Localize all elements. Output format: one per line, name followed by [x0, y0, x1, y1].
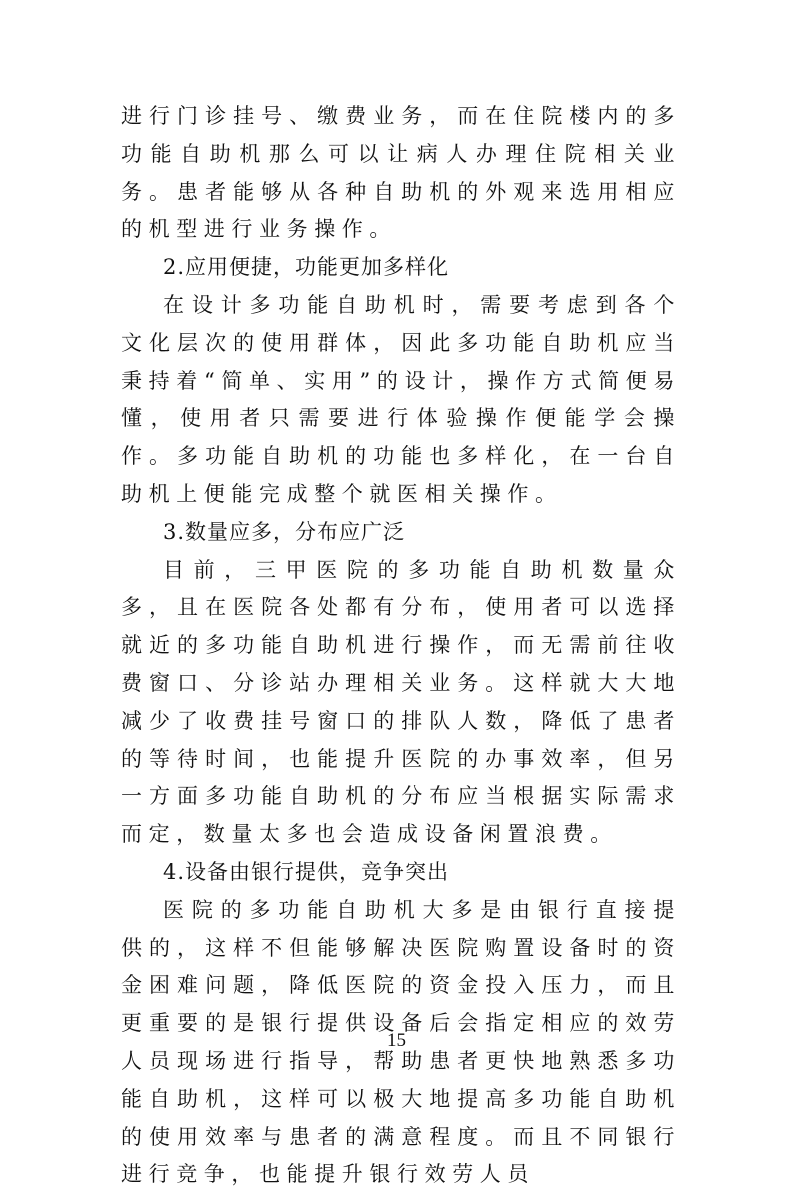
section-heading-2: 2.应用便捷，功能更加多样化	[163, 255, 450, 280]
paragraph-distribution: 目前，三甲医院的多功能自助机数量众多，且在医院各处都有分布，使用者可以选择就近的多功能自助机进行操作，而无需前往收费窗口、分诊站办理相关业务。这样就大大地减少了收费挂号窗口的排队人数，降低了患者的等待时间，也能提升医院的办事效率，但另一方面多功能自助机的分布应当根据实际需求而定，数量太多也会造成设备闲置浪费。	[121, 557, 681, 847]
page-number: 15	[387, 1030, 406, 1051]
section-heading-3: 3.数量应多，分布应广泛	[163, 519, 406, 544]
section-heading-4: 4.设备由银行提供，竞争突出	[163, 859, 450, 884]
paragraph-design-usability: 在设计多功能自助机时，需要考虑到各个文化层次的使用群体，因此多功能自助机应当秉持着“简单、实用”的设计，操作方式简便易懂，使用者只需要进行体验操作便能学会操作。多功能自助机的功能也多样化，在一台自助机上便能完成整个就医相关操作。	[121, 292, 681, 506]
paragraph-continuation: 进行门诊挂号、缴费业务，而在住院楼内的多功能自助机那么可以让病人办理住院相关业务。患者能够从各种自助机的外观来选用相应的机型进行业务操作。	[121, 104, 681, 242]
paragraph-bank-provision: 医院的多功能自助机大多是由银行直接提供的，这样不但能够解决医院购置设备时的资金困难问题，降低医院的资金投入压力，而且更重要的是银行提供设备后会指定相应的效劳人员现场进行指导，帮助患者更快地熟悉多功能自助机，这样可以极大地提高多功能自助机的使用效率与患者的满意程度。而且不同银行进行竞争，也能提升银行效劳人员	[121, 897, 681, 1187]
